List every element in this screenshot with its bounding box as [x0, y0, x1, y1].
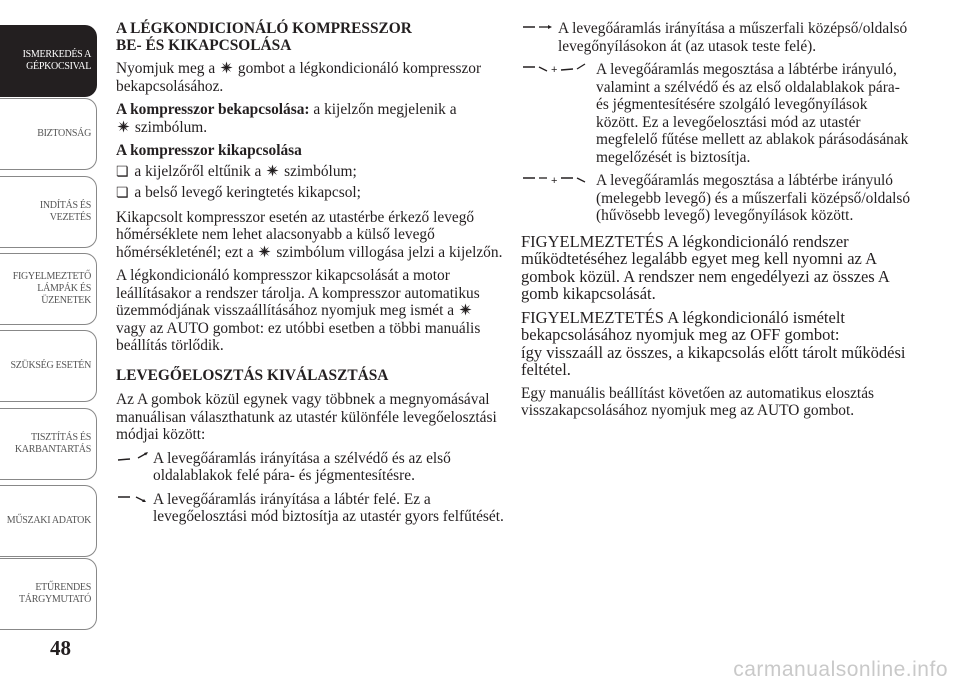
checkbox-bullet-icon: ❏ [116, 186, 129, 201]
tab-inditas[interactable]: INDÍTÁS ÉS VEZETÉS [0, 176, 97, 248]
column-right [521, 20, 911, 426]
item-text: A levegőáramlás irányítása a műszerfali középső/oldalsó levegőnyílásokon át (az utasok teste felé). [558, 20, 908, 55]
list-item [116, 450, 506, 485]
windshield-footwell-airflow-icon [521, 61, 596, 75]
p2-after-icon: szimbólum. [134, 118, 208, 136]
tab-tisztitas[interactable]: TISZTÍTÁS ÉS KARBANTARTÁS [0, 408, 97, 480]
p1-pre: Nyomjuk meg a [116, 60, 216, 77]
tab-biztonsag[interactable]: BIZTONSÁG [0, 98, 97, 170]
warning2-line2: így visszaáll az összes, a kikapcsolás előtt tárolt működési feltétel. [521, 342, 906, 379]
warning-one-button: FIGYELMEZTETÉS A légkondicionáló rendszer működtetéséhez legalább egyet meg kell nyomni az A gombok közül. A rendszer nem engedélyezi az összes A gomb kikapcsolását. [521, 231, 889, 303]
b2-text: a belső levegő keringtetés kikapcsol; [134, 184, 361, 201]
column-left [116, 20, 506, 532]
list-item [521, 20, 911, 55]
svg-text:+: + [551, 64, 558, 75]
item-text: A levegőáramlás megosztása a lábtérbe irányuló (melegebb levegő) és a műszerfali középső/oldalsó (hűvösebb levegő) levegőnyílások között. [596, 172, 911, 224]
p4-post: szimbólum villogása jelzi a kijelzőn. [276, 243, 503, 261]
watermark: carmanualsonline.info [733, 658, 948, 681]
page-number: 48 [50, 636, 71, 660]
p4-pre: Kikapcsolt kompresszor esetén az utastérbe érkező levegő hőmérséklete nem lehet alacsonyabb a külső levegő hőmérsékleténél; ezt a [116, 208, 475, 261]
tab-muszaki[interactable]: MŰSZAKI ADATOK [0, 485, 97, 557]
paragraph-memory [116, 267, 506, 355]
list-item [521, 61, 911, 166]
b1-pre: a kijelzőről eltűnik a [134, 162, 262, 180]
windshield-airflow-icon [116, 450, 153, 464]
snowflake-icon [459, 303, 472, 316]
section-title-line1: A LÉGKONDICIONÁLÓ KOMPRESSZOR [116, 20, 412, 37]
item-text: A levegőáramlás irányítása a lábtér felé. Ez a levegőelosztási mód biztosítja az utastér gyors felfűtését. [153, 490, 504, 525]
warning-off-button [521, 309, 911, 379]
paragraph-press-button [116, 60, 506, 95]
paragraph-distribution-intro: Az A gombok közül egynek vagy többnek a megnyomásával manuálisan választhatunk az utastér különféle levegőelosztási módjai között: [116, 391, 497, 443]
list-item [116, 491, 506, 526]
section-heading-air-distribution: LEVEGŐELOSZTÁS KIVÁLASZTÁSA [116, 366, 389, 384]
tab-figyelmezteto[interactable]: FIGYELMEZTETŐ LÁMPÁK ÉS ÜZENETEK [0, 253, 97, 325]
compressor-off-label: A kompresszor kikapcsolása [116, 142, 302, 159]
tab-ismerkedes[interactable]: ISMERKEDÉS A GÉPKOCSIVAL [0, 25, 97, 97]
snowflake-icon [117, 120, 130, 133]
snowflake-icon [220, 61, 233, 74]
compressor-on-label: A kompresszor bekapcsolása: [116, 101, 310, 118]
footwell-dashboard-airflow-icon [521, 172, 596, 186]
tab-targymutato[interactable]: ETŰRENDES TÁRGYMUTATÓ [0, 558, 97, 630]
tab-szukseg[interactable]: SZÜKSÉG ESETÉN [0, 330, 97, 402]
b1-post: szimbólum; [284, 162, 357, 180]
svg-text:+: + [551, 175, 558, 186]
bullet-symbol-disappears [116, 163, 506, 182]
p5-pre: A légkondicionáló kompresszor kikapcsolását a motor leállításakor a rendszer tárolja. A kompresszor automatikus üzemmódjának visszaállításához nyomjuk meg ismét a [116, 267, 480, 319]
bullet-recirculation-off [116, 184, 506, 203]
checkbox-bullet-icon: ❏ [116, 164, 129, 180]
p1-post: gombot a légkondicionáló kompresszor bekapcsolásához. [116, 60, 482, 95]
item-text: A levegőáramlás irányítása a szélvédő és az első oldalablakok felé pára- és jégmentesítésre. [153, 449, 451, 484]
snowflake-icon [266, 164, 279, 177]
section-title [116, 20, 506, 54]
footwell-airflow-icon [116, 491, 153, 505]
paragraph-auto: Egy manuális beállítást követően az automatikus elosztás visszakapcsolásához nyomjuk meg az AUTO gombot. [521, 384, 875, 419]
p2-post: a kijelzőn megjelenik a [309, 101, 457, 118]
section-title-line2: BE- ÉS KIKAPCSOLÁSA [116, 37, 292, 54]
snowflake-icon [258, 245, 271, 258]
item-text: A levegőáramlás megosztása a lábtérbe irányuló, valamint a szélvédő és az első oldalablakok pára- és jégmentesítésére szolgáló levegőnyílások között. Ez a levegőelosztási mód az utastér megfelelő fűtése mellett az ablakok párásodásának megelőzését is biztosítja. [596, 61, 909, 166]
warning2-line1: FIGYELMEZTETÉS A légkondicionáló ismételt bekapcsolásához nyomjuk meg az OFF gombot: [521, 307, 845, 344]
list-item [521, 172, 911, 225]
p5-post: vagy az AUTO gombot: ez utóbbi esetben a többi manuális beállítás törlődik. [116, 319, 481, 354]
paragraph-temperature [116, 209, 506, 262]
dashboard-airflow-icon [521, 20, 558, 34]
paragraph-compressor-on [116, 101, 506, 136]
